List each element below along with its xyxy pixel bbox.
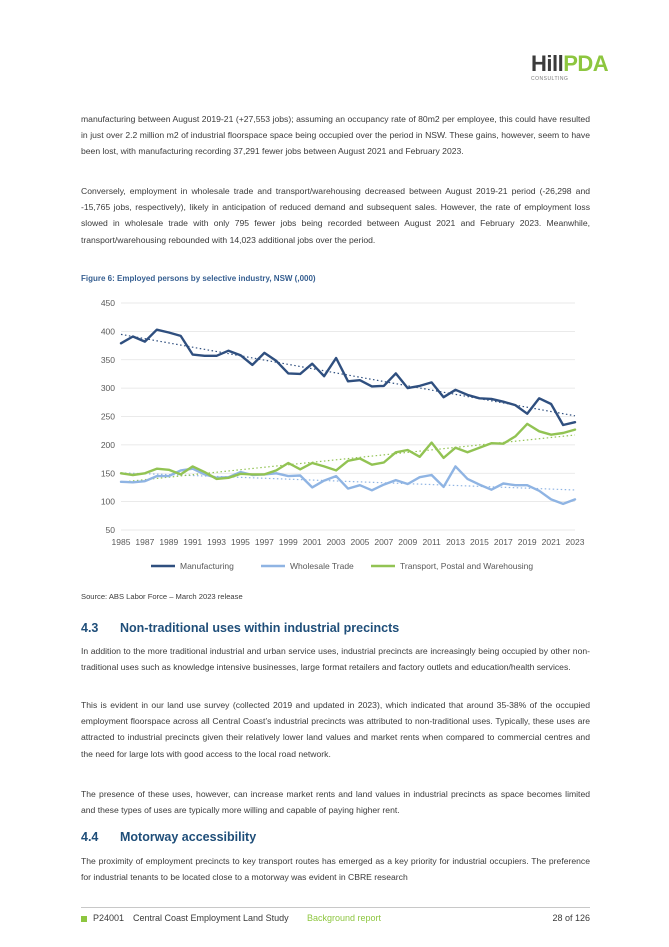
y-tick-label: 100 — [100, 496, 115, 507]
figure-source: Source: ABS Labor Force – March 2023 release — [81, 592, 243, 601]
x-tick-label: 1999 — [278, 537, 298, 547]
logo-wordmark-hill: Hill — [531, 51, 564, 76]
x-tick-label: 1991 — [183, 537, 203, 547]
x-tick-label: 1997 — [254, 537, 274, 547]
y-tick-label: 450 — [100, 298, 115, 308]
section-number: 4.3 — [81, 621, 99, 635]
series-line — [121, 466, 575, 504]
footer-square-icon — [81, 916, 87, 922]
x-tick-label: 1995 — [231, 537, 250, 547]
footer-divider — [81, 907, 590, 908]
x-tick-label: 1987 — [135, 537, 155, 547]
x-tick-label: 2017 — [493, 537, 513, 547]
paragraph-wholesale-transport: Conversely, employment in wholesale trade and transport/warehousing decreased between August 2019-21 period (-26,298 and -15,765 jobs, respectively), likely in anticipation of reduced demand and subsequent sales. However, the rate of employment loss slowed in wholesale trade with only 795 fewer jobs being recorded between August 2021 and February 2023. Meanwhile, transport/warehousing rebounded with 14,023 additional jobs over the period. — [81, 186, 590, 245]
x-tick-label: 1989 — [159, 537, 179, 547]
x-tick-label: 2009 — [398, 537, 418, 547]
x-tick-label: 2015 — [469, 537, 489, 547]
footer-page-number: 28 of 126 — [552, 913, 590, 923]
y-tick-label: 400 — [100, 326, 115, 337]
footer-project-code: P24001 — [93, 913, 125, 923]
series-line — [121, 424, 575, 479]
legend-label: Wholesale Trade — [290, 561, 354, 571]
x-tick-label: 2021 — [541, 537, 561, 547]
logo-wordmark — [531, 53, 623, 75]
section-number: 4.4 — [81, 830, 99, 844]
x-tick-label: 2005 — [350, 537, 370, 547]
y-tick-label: 50 — [105, 525, 115, 535]
x-tick-label: 2001 — [302, 537, 322, 547]
legend-label: Manufacturing — [180, 561, 234, 571]
paragraph-rent-impact: The presence of these uses, however, can increase market rents and land values in industrial precincts as space becomes limited and these types of uses are typically more willing and capable of paying higher rent. — [81, 789, 590, 816]
x-tick-label: 2013 — [446, 537, 465, 547]
paragraph-motorway: The proximity of employment precincts to key transport routes has emerged as a key priority for industrial occupiers. The preference for industrial tenants to be located close to a motorway was evident in CBRE research — [81, 856, 590, 883]
figure-caption: Figure 6: Employed persons by selective industry, NSW (,000) — [81, 274, 316, 283]
x-tick-label: 2003 — [326, 537, 346, 547]
hillpda-logo — [531, 53, 623, 83]
series-line — [121, 330, 575, 425]
logo-wordmark-pda: PDA — [563, 51, 609, 76]
x-tick-label: 1985 — [111, 537, 131, 547]
x-tick-label: 2011 — [422, 537, 441, 547]
footer-report-title: Central Coast Employment Land Study — [133, 913, 289, 923]
x-tick-label: 1993 — [207, 537, 227, 547]
y-tick-label: 200 — [100, 439, 115, 450]
paragraph-manufacturing: manufacturing between August 2019-21 (+27,553 jobs); assuming an occupancy rate of 80m2 per employee, this could have resulted in just over 2.2 million m2 of industrial floorspace space being occupied over the period in NSW. These gains, however, seem to have been lost, with manufacturing recording 37,291 fewer jobs between August 2021 and February 2023. — [81, 114, 590, 157]
legend-label: Transport, Postal and Warehousing — [400, 561, 534, 571]
logo-tagline: CONSULTING — [531, 76, 569, 82]
section-heading-4-3 — [81, 621, 399, 635]
employment-line-chart — [81, 290, 590, 582]
section-title: Non-traditional uses within industrial precincts — [120, 621, 400, 635]
section-heading-4-4 — [81, 830, 256, 844]
paragraph-land-use-survey: This is evident in our land use survey (collected 2019 and updated in 2023), which indicated that around 35-38% of the occupied employment floorspace across all Central Coast’s industrial precincts was attributed to non-traditional uses. Typically, these uses are attracted to industrial precincts given their relatively lower land values and market rents when compared to commercial centres and the need for large lots with good access to the local road network. — [81, 700, 590, 759]
page-footer — [81, 910, 590, 930]
y-tick-label: 350 — [100, 354, 115, 365]
footer-report-subtitle: Background report — [307, 913, 382, 923]
y-tick-label: 150 — [100, 468, 115, 479]
x-tick-label: 2019 — [517, 537, 537, 547]
x-tick-label: 2023 — [565, 537, 585, 547]
y-tick-label: 250 — [100, 411, 115, 422]
section-title: Motorway accessibility — [120, 830, 257, 844]
y-tick-label: 300 — [100, 383, 115, 394]
paragraph-non-traditional-uses: In addition to the more traditional industrial and urban service uses, industrial precincts are increasingly being occupied by other non-traditional uses such as knowledge intensive businesses, large format retailers and factory outlets and education/health services. — [81, 646, 590, 673]
x-tick-label: 2007 — [374, 537, 394, 547]
